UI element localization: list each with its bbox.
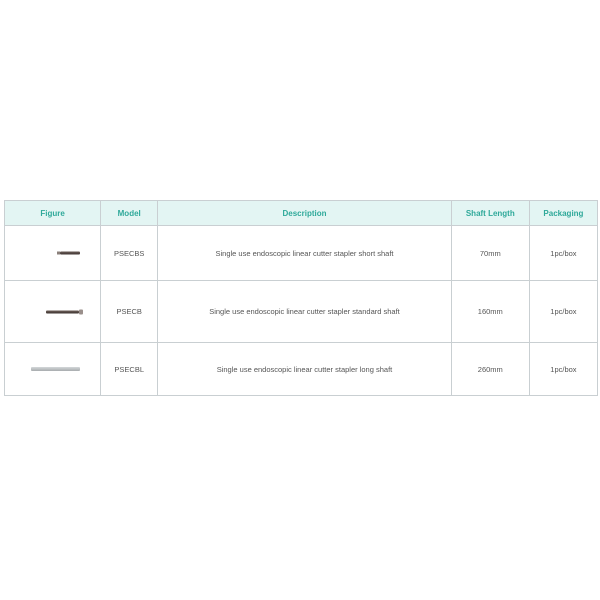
figure-cell <box>5 281 101 343</box>
table-row <box>5 226 598 281</box>
short-shaft-stapler-image <box>60 252 80 255</box>
model-cell: PSECBL <box>101 343 158 396</box>
header-description: Description <box>158 201 451 226</box>
description-cell: Single use endoscopic linear cutter stapler short shaft <box>158 226 451 281</box>
shaft-length-cell: 160mm <box>451 281 529 343</box>
description-cell: Single use endoscopic linear cutter stapler standard shaft <box>158 281 451 343</box>
table-header-row <box>5 201 598 226</box>
product-spec-table <box>4 200 598 396</box>
packaging-cell: 1pc/box <box>529 343 597 396</box>
header-shaft-length: Shaft Length <box>451 201 529 226</box>
figure-cell <box>5 343 101 396</box>
header-model: Model <box>101 201 158 226</box>
figure-cell <box>5 226 101 281</box>
standard-shaft-stapler-image <box>46 310 79 313</box>
table-row <box>5 281 598 343</box>
packaging-cell: 1pc/box <box>529 226 597 281</box>
packaging-cell: 1pc/box <box>529 281 597 343</box>
shaft-length-cell: 70mm <box>451 226 529 281</box>
table-row <box>5 343 598 396</box>
description-cell: Single use endoscopic linear cutter stapler long shaft <box>158 343 451 396</box>
shaft-length-cell: 260mm <box>451 343 529 396</box>
long-shaft-stapler-image <box>31 367 80 371</box>
model-cell: PSECBS <box>101 226 158 281</box>
model-cell: PSECB <box>101 281 158 343</box>
header-figure: Figure <box>5 201 101 226</box>
header-packaging: Packaging <box>529 201 597 226</box>
